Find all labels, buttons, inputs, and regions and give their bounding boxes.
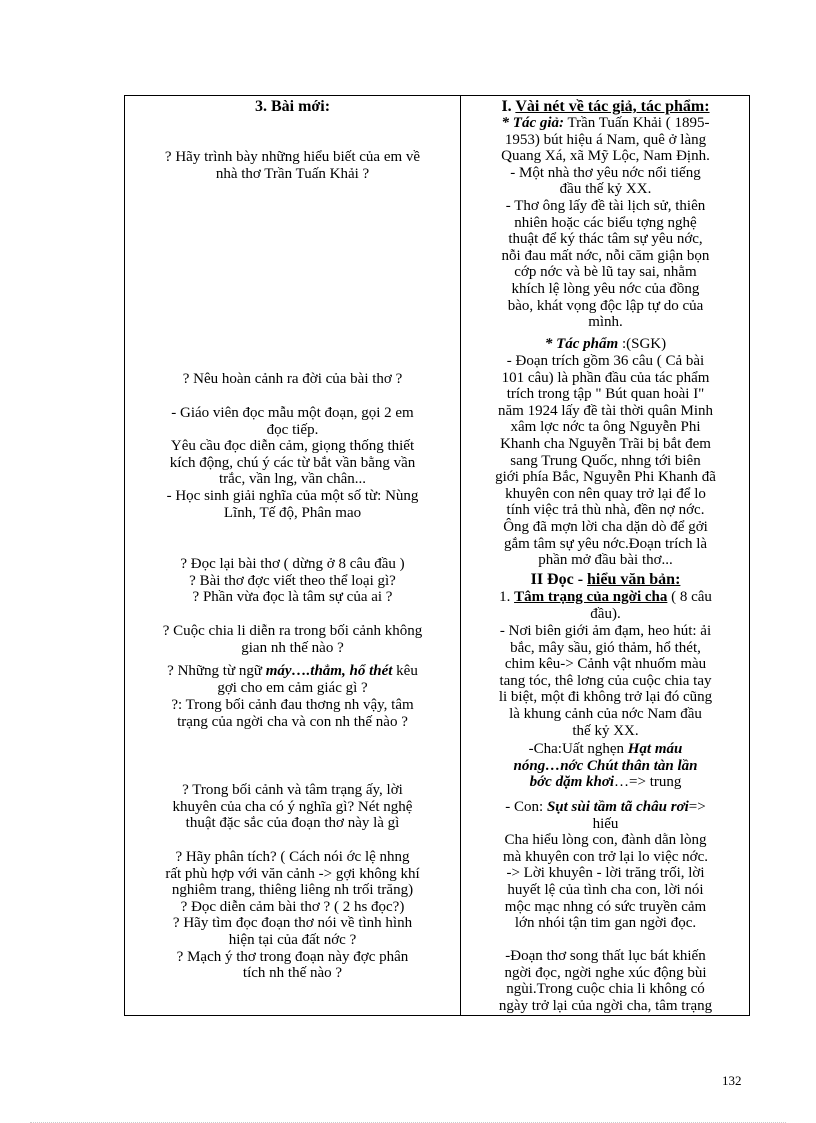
question-mood: ?: Trong bối cảnh đau thơng nh vậy, tâm trạng của ngời cha và con nh thế nào ? bbox=[171, 697, 414, 730]
father-mood: -Cha:Uất nghẹn Hạt máu nóng…nớc Chút thân tàn lần bớc dặm khơi…=> trung bbox=[513, 741, 698, 791]
question-setting: ? Cuộc chia li diễn ra trong bối cảnh không gian nh thế nào ? bbox=[162, 623, 423, 656]
reading-instructions: - Giáo viên đọc mẫu một đoạn, gọi 2 em đọc tiếp. Yêu cầu đọc diễn cảm, giọng thống thiết kích động, chú ý các từ bắt vần bằng vần trắc, vần lng, vần chân... - Học sinh giải nghĩa của một số từ: Nùng Lĩnh, Tế độ, Phân mao bbox=[166, 405, 419, 521]
content-column bbox=[461, 96, 750, 1015]
new-lesson-heading: 3. Bài mới: bbox=[254, 98, 331, 115]
subsection-1-heading: 1. Tâm trạng của ngời cha ( 8 câu đầu). bbox=[499, 589, 712, 622]
work-section: - Đoạn trích gồm 36 câu ( Cả bài 101 câu) là phần đầu của tác phẩm trích trong tập " Bút quan hoài I" năm 1924 lấy đề tài thời quân Minh xâm lợc nớc ta ông Nguyễn Phi Khanh cha Nguyễn Trãi bị bắt đem sang Trung Quốc, nhng tới biên giới phía Bắc, Nguyễn Phi Khanh đã khuyên con nên quay trở lại để lo tính việc trả thù nhà, đền nợ nớc. Ông đã mợn lời cha dặn dò để gởi gắm tâm sự yêu nớc.Đoạn trích là phần mở đầu bài thơ... bbox=[495, 353, 716, 569]
question-author: ? Hãy trình bày những hiểu biết của em về nhà thơ Trần Tuấn Khải ? bbox=[164, 149, 421, 182]
lesson-table bbox=[124, 95, 750, 1016]
son-mood-and-advice: - Con: Sụt sùi tầm tã châu rơi=> hiếu Cha hiểu lòng con, đành dằn lòng mà khuyên con trở lại lo việc nớc. -> Lời khuyên - lời trăng trối, lời huyết lệ của tình cha con, lời nói mộc mạc nhng có sức truyền cảm lớn nhói tận tim gan ngời đọc. bbox=[503, 799, 708, 932]
author-section: * Tác giả: Trần Tuấn Khải ( 1895- 1953) bút hiệu á Nam, quê ở làng Quang Xá, xã Mỹ Lộc, Nam Định. - Một nhà thơ yêu nớc nổi tiếng đầu thế kỷ XX. - Thơ ông lấy đề tài lịch sử, thiên nhiên hoặc các biểu tợng nghệ thuật để ký thác tâm sự yêu nớc, nỗi đau mất nớc, nỗi căm giận bọn cớp nớc và bè lũ tay sai, nhằm khích lệ lòng yêu nớc của đồng bào, khát vọng độc lập tự do của mình. bbox=[501, 115, 710, 331]
question-context: ? Nêu hoàn cảnh ra đời của bài thơ ? bbox=[182, 371, 403, 387]
teacher-questions-column bbox=[125, 96, 461, 1015]
verse-form-paragraph: -Đoạn thơ song thất lục bát khiến ngời đọc, ngời nghe xúc động bùi ngùi.Trong cuộc chia li không có ngày trở lại của ngời cha, tâm trạng bbox=[498, 948, 713, 1014]
question-analysis: ? Hãy phân tích? ( Cách nói ớc lệ nhng rất phù hợp với văn cảnh -> gợi không khí nghiêm trang, thiêng liêng nh trối trăng) ? Đọc diễn cảm bài thơ ? ( 2 hs đọc?) ? Hãy tìm đọc đoạn thơ nói về tình hình hiện tại của đất nớc ? ? Mạch ý thơ trong đoạn này đợc phân tích nh thế nào ? bbox=[165, 849, 420, 982]
setting-paragraph: - Nơi biên giới ảm đạm, heo hút: ải bắc, mây sầu, gió thảm, hổ thét, chim kêu-> Cảnh vật nhuốm màu tang tóc, thê lơng của cuộc chia tay li biệt, một đi không trở lại đó cũng là khung cảnh của nớc Nam đầu thế kỷ XX. bbox=[498, 623, 713, 739]
work-label: * Tác phẩm :(SGK) bbox=[544, 336, 667, 352]
section-2-heading: II Đọc - hiểu văn bản: bbox=[530, 571, 681, 588]
question-advice: ? Trong bối cảnh và tâm trạng ấy, lời khuyên của cha có ý nghĩa gì? Nét nghệ thuật đặc sắc của đoạn thơ này là gì bbox=[172, 782, 413, 832]
page-number: 132 bbox=[722, 1073, 742, 1088]
question-genre: ? Đọc lại bài thơ ( dừng ở 8 câu đầu ) ? Bài thơ đợc viết theo thể loại gì? ? Phần vừa đọc là tâm sự của ai ? bbox=[180, 556, 405, 606]
question-words: ? Những từ ngữ máy….thẳm, hổ thét kêu gợi cho em cảm giác gì ? bbox=[167, 663, 418, 696]
section-1-heading: I. Vài nét về tác giả, tác phẩm: bbox=[501, 98, 710, 115]
